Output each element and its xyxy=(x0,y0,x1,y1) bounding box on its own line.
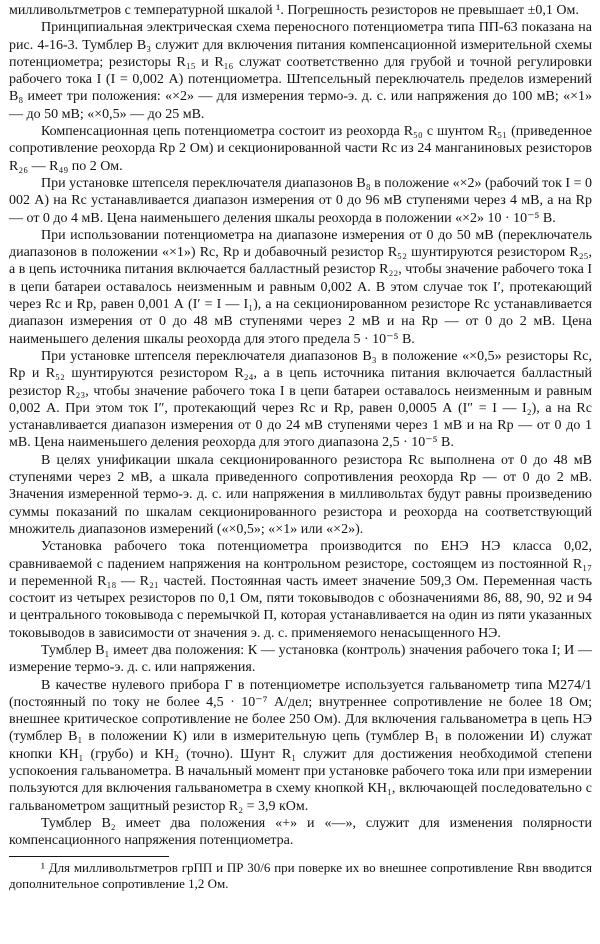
footnote: ¹ Для милливольтметров грПП и ПР 30/6 при поверке их во внешнее сопротивление Rвн вводится дополнительное сопротивление 1,2 Ом. xyxy=(9,859,592,892)
paragraph-10: В качестве нулевого прибора Г в потенциометре используется гальванометр типа М274/1 (постоянный по току не более 4,5 · 10⁻⁷ А/дел; внутреннее сопротивление не более 18 Ом; внешнее критическое сопротивление не более 250 Ом). Для включения гальванометра в цепь НЭ (тумблер B₁ в положении К) или в измерительную цепь (тумблер B₁ в положении И) служат кнопки КН₁ (грубо) и КН₂ (точно). Шунт R₁ служит для достижения необходимой степени успокоения гальванометра. В начальный момент при установке рабочего тока или при измерении пользуются для включения гальванометра в схему кнопкой КН₁, включающей последовательно с гальванометром защитный резистор R₂ = 3,9 кОм. xyxy=(9,677,592,814)
paragraph-3: Компенсационная цепь потенциометра состоит из реохорда R₅₀ с шунтом R₅₁ (приведенное сопротивление реохорда Rр 2 Ом) и секционированной части Rс из 24 манганиновых резисторов R₂₆ — R₄₉ по 2 Ом. xyxy=(9,124,592,174)
paragraph-7: В целях унификации шкала секционированного резистора Rс выполнена от 0 до 48 мВ ступенями через 2 мВ, а шкала приведенного сопротивления реохорда Rр — от 0 до 2 мВ. Значения измеренной термо-э. д. с. или напряжения в милливольтах будут равны произведению суммы показаний по шкалам секционированного резистора и реохорда на соответствующий множитель диапазонов измерений («×0,5»; «×1» или «×2»). xyxy=(9,452,592,537)
paragraph-5: При использовании потенциометра на диапазоне измерения от 0 до 50 мВ (переключатель диапазонов в положении «×1») Rс, Rр и добавочный резистор R₅₂ шунтируются резистором R₂₅, а в цепь источника питания включается балластный резистор R₂₂, чтобы значение рабочего тока I в цепи батареи оставалось неизменным и равным 0,002 А. В этом случае ток I′, протекающий через Rс и Rр, равен 0,001 А (I′ = I — I₁), а на секционированном резисторе Rс устанавливается диапазон измерения от 0 до 48 мВ ступенями через 2 мВ и на Rр — от 0 до 2 мВ. Цена наименьшего деления шкалы реохорда для этого предела 5 · 10⁻⁵ В. xyxy=(9,227,592,347)
paragraph-11: Тумблер B₂ имеет два положения «+» и «—», служит для изменения полярности компенсационного напряжения потенциометра. xyxy=(9,815,592,849)
paragraph-1: милливольтметров с температурной шкалой ¹. Погрешность резисторов не превышает ±0,1 Ом. xyxy=(9,3,579,18)
paragraph-6: При установке штепселя переключателя диапазонов B₃ в положение «×0,5» резисторы Rс, Rр и R₅₂ шунтируются резистором R₂₄, а в цепь источника питания включается балластный резистор R₂₃, чтобы значение рабочего тока I в цепи батареи оставалось неизменным и равным 0,002 А. При этом ток I″, протекающий через Rс и Rр, равен 0,0005 А (I″ = I — I₂), а на Rс устанавливается диапазон измерения от 0 до 24 мВ ступенями через 1 мВ и на Rр — от 0 до 1 мВ. Цена наименьшего деления реохорда для этого диапазона 2,5 · 10⁻⁵ В. xyxy=(9,348,592,451)
paragraph-2: Принципиальная электрическая схема переносного потенциометра типа ПП-63 показана на рис. 4-16-3. Тумблер B₃ служит для включения питания компенсационной измерительной схемы потенциометра; резисторы R₁₅ и R₁₆ служат соответственно для грубой и точной регулировки рабочего тока I (I = 0,002 А) потенциометра. Штепсельный переключатель пределов измерений B₈ имеет три положения: «×2» — для измерения термо-э. д. с. или напряжения до 100 мВ; «×1» — до 50 мВ; «×0,5» — до 25 мВ. xyxy=(9,20,592,122)
paragraph-9: Тумблер B₁ имеет два положения: К — установка (контроль) значения рабочего тока I; И — измерение термо-э. д. с. или напряжения. xyxy=(9,642,592,676)
paragraph-8: Установка рабочего тока потенциометра производится по EНЭ НЭ класса 0,02, сравниваемой с падением напряжения на контрольном резисторе, состоящем из постоянной R₁₇ и переменной R₁₈ — R₂₁ частей. Постоянная часть имеет значение 509,3 Ом. Переменная часть состоит из четырех резисторов по 0,1 Ом, пяти токовыводов с обозначениями 86, 88, 90, 92 и 94 и центрального токовывода с перемычкой П, которая устанавливается на один из пяти указанных токовыводов в зависимости от значения э. д. с. применяемого ненасыщенного НЭ. xyxy=(9,539,592,641)
paragraph-4: При установке штепселя переключателя диапазонов B₈ в положение «×2» (рабочий ток I = 0 002 А) на Rс устанавливается диапазон измерения от 0 до 96 мВ ступенями через 4 мВ, а на Rр — от 0 до 4 мВ. Цена наименьшего деления шкалы реохорда в положении «×2» 10 · 10⁻⁵ В. xyxy=(9,175,592,226)
footnote-divider xyxy=(9,856,169,857)
